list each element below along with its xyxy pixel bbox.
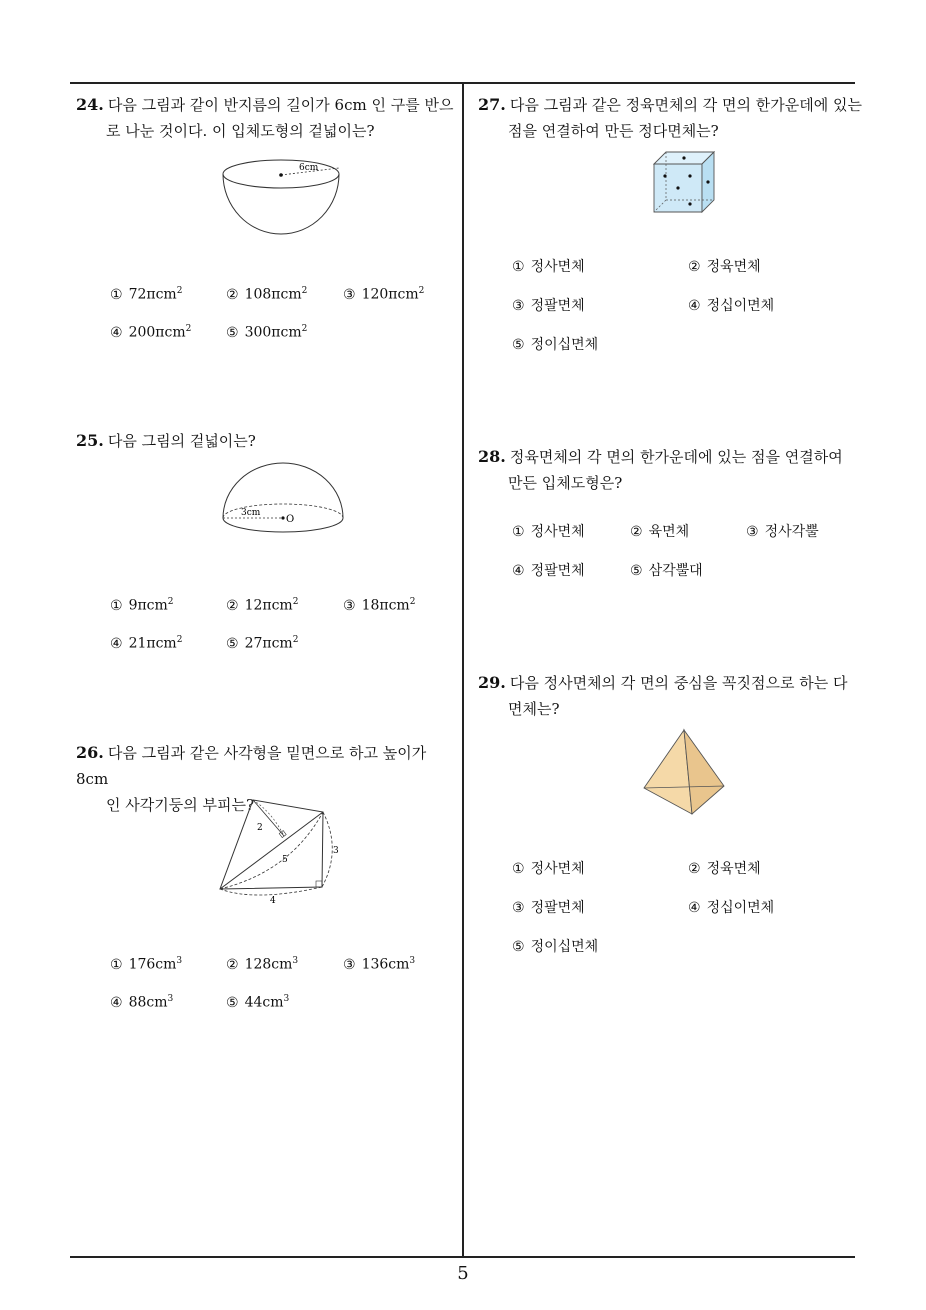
side-label-2: 2	[257, 823, 263, 833]
option-2[interactable]: ② 12πcm$^2$	[226, 597, 299, 614]
question-stem: 인 사각기둥의 부피는?	[106, 796, 254, 814]
option-2[interactable]: ② 정육면체	[688, 861, 761, 877]
option-2[interactable]: ② 정육면체	[688, 259, 761, 275]
option-1[interactable]: ① 9πcm$^2$	[110, 597, 174, 614]
question-number: 27.	[478, 95, 506, 114]
center-label: O	[286, 514, 295, 525]
question-25	[76, 428, 456, 454]
question-28	[478, 444, 863, 496]
option-5[interactable]: ⑤ 정이십면체	[512, 337, 599, 353]
option-5[interactable]: ⑤ 정이십면체	[512, 939, 599, 955]
question-27	[478, 92, 863, 144]
quadrilateral-figure	[210, 792, 350, 910]
question-stem: 면체는?	[508, 700, 560, 718]
option-3[interactable]: ③ 120πcm$^2$	[343, 286, 425, 303]
bottom-rule	[70, 1256, 855, 1258]
question-number: 28.	[478, 447, 506, 466]
option-2[interactable]: ② $128cm^3$	[226, 956, 299, 973]
dome-figure	[215, 458, 350, 550]
option-3[interactable]: ③ 정팔면체	[512, 900, 585, 916]
radius-label: 6cm	[299, 163, 319, 173]
option-1[interactable]: ① 정사면체	[512, 861, 585, 877]
question-number: 26.	[76, 743, 104, 762]
option-5[interactable]: ⑤ 27πcm$^2$	[226, 635, 299, 652]
option-3[interactable]: ③ $136cm^3$	[343, 956, 416, 973]
cube-figure	[650, 148, 718, 216]
option-1[interactable]: ① 정사면체	[512, 524, 585, 540]
question-29	[478, 670, 863, 722]
question-stem: 만든 입체도형은?	[508, 474, 623, 492]
question-stem: 다음 그림과 같이 반지름의 길이가 6cm 인 구를 반으	[107, 96, 454, 114]
option-4[interactable]: ④ 정십이면체	[688, 900, 775, 916]
page-number: 5	[457, 1263, 469, 1284]
question-stem: 다음 그림의 겉넓이는?	[107, 432, 256, 450]
option-4[interactable]: ④ 200πcm$^2$	[110, 324, 192, 341]
hemisphere-figure	[215, 148, 350, 240]
question-stem: 다음 그림과 같은 정육면체의 각 면의 한가운데에 있는	[509, 96, 863, 114]
question-number: 25.	[76, 431, 104, 450]
option-1[interactable]: ① 72πcm$^2$	[110, 286, 183, 303]
option-2[interactable]: ② 108πcm$^2$	[226, 286, 308, 303]
side-label-3: 3	[333, 846, 339, 856]
option-3[interactable]: ③ 정사각뿔	[746, 524, 819, 540]
question-number: 24.	[76, 95, 104, 114]
question-24	[76, 92, 456, 144]
question-number: 29.	[478, 673, 506, 692]
option-4[interactable]: ④ 정팔면체	[512, 563, 585, 579]
option-5[interactable]: ⑤ 삼각뿔대	[630, 563, 703, 579]
option-4[interactable]: ④ 21πcm$^2$	[110, 635, 183, 652]
question-stem: 로 나눈 것이다. 이 입체도형의 겉넓이는?	[106, 122, 375, 140]
option-5[interactable]: ⑤ $44cm^3$	[226, 994, 290, 1011]
option-1[interactable]: ① $176cm^3$	[110, 956, 183, 973]
side-label-4: 4	[270, 896, 276, 906]
radius-label: 3cm	[241, 508, 261, 518]
option-5[interactable]: ⑤ 300πcm$^2$	[226, 324, 308, 341]
question-stem: 다음 그림과 같은 사각형을 밑면으로 하고 높이가 8cm	[76, 744, 427, 788]
question-stem: 정육면체의 각 면의 한가운데에 있는 점을 연결하여	[509, 448, 843, 466]
tetrahedron-figure	[640, 726, 730, 821]
column-divider	[462, 82, 464, 1257]
question-stem: 점을 연결하여 만든 정다면체는?	[508, 122, 719, 140]
side-label-5: 5	[282, 855, 288, 865]
option-3[interactable]: ③ 정팔면체	[512, 298, 585, 314]
option-3[interactable]: ③ 18πcm$^2$	[343, 597, 416, 614]
question-stem: 다음 정사면체의 각 면의 중심을 꼭짓점으로 하는 다	[509, 674, 848, 692]
option-1[interactable]: ① 정사면체	[512, 259, 585, 275]
option-4[interactable]: ④ $88cm^3$	[110, 994, 174, 1011]
option-4[interactable]: ④ 정십이면체	[688, 298, 775, 314]
option-2[interactable]: ② 육면체	[630, 524, 690, 540]
